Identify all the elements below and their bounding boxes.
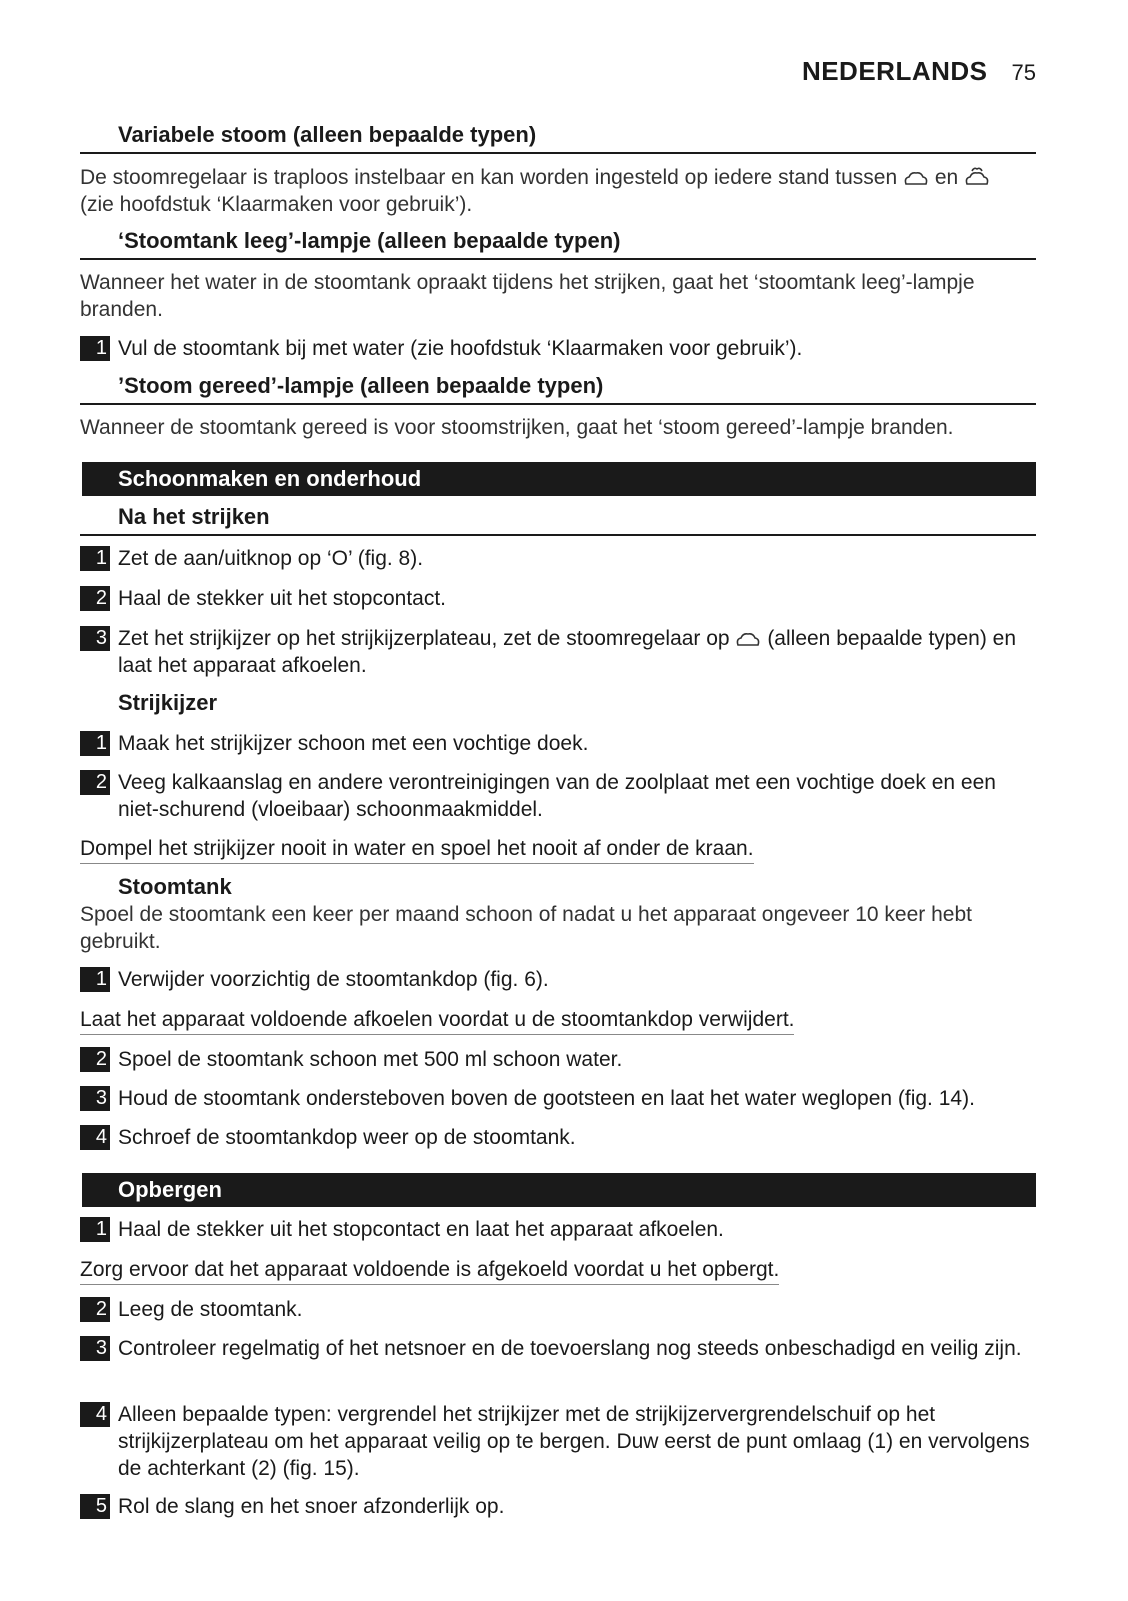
step-text: Alleen bepaalde typen: vergrendel het strijkijzer met de strijkijzervergrendelschuif op het strijkijzerplateau om het apparaat veilig op te bergen. Duw eerst de punt omlaag (1) en vervolgens de achterkant (2) (fig. 15).	[118, 1403, 1030, 1480]
step-number: 1	[80, 336, 110, 361]
step-text: Spoel de stoomtank schoon met 500 ml schoon water.	[118, 1048, 623, 1071]
step-number: 1	[80, 731, 110, 756]
steam-ready-text: Wanneer de stoomtank gereed is voor stoomstrijken, gaat het ‘stoom gereed’-lampje branden.	[80, 416, 954, 439]
step-number: 1	[80, 1217, 110, 1242]
step-number: 3	[80, 1336, 110, 1361]
after-ironing-heading: Na het strijken	[80, 502, 1036, 536]
step-text: Houd de stoomtank ondersteboven boven de gootsteen en laat het water weglopen (fig. 14).	[118, 1087, 975, 1110]
step	[80, 1085, 1036, 1112]
step-text: Schroef de stoomtankdop weer op de stoomtank.	[118, 1126, 576, 1149]
step-number: 1	[80, 546, 110, 571]
step-number: 2	[80, 1297, 110, 1322]
step	[80, 585, 1036, 612]
page-number: 75	[1011, 60, 1036, 85]
step	[80, 1046, 1036, 1073]
tank-text: Spoel de stoomtank een keer per maand schoon of nadat u het apparaat ongeveer 10 keer hebt gebruikt.	[80, 903, 972, 953]
page-header	[802, 56, 1036, 86]
steam-max-icon	[964, 165, 990, 187]
step-number: 3	[80, 626, 110, 651]
step-number: 4	[80, 1402, 110, 1427]
tank-heading: Stoomtank	[118, 874, 232, 899]
step	[80, 1124, 1036, 1151]
variable-steam-text: De stoomregelaar is traploos instelbaar en kan worden ingesteld op iedere stand tussen en (zie hoofdstuk ‘Klaarmaken voor gebruik’).	[80, 164, 1036, 218]
step-text: Haal de stekker uit het stopcontact en laat het apparaat afkoelen.	[118, 1218, 724, 1241]
step	[80, 545, 1036, 572]
language-label: NEDERLANDS	[801, 56, 988, 86]
step-text: Rol de slang en het snoer afzonderlijk op.	[118, 1495, 505, 1518]
warning-text: Zorg ervoor dat het apparaat voldoende is afgekoeld voordat u het opbergt.	[80, 1256, 779, 1285]
step-text: Verwijder voorzichtig de stoomtankdop (fig. 6).	[118, 968, 549, 991]
step-number: 5	[80, 1494, 110, 1519]
tank-empty-text: Wanneer het water in de stoomtank opraakt tijdens het strijken, gaat het ‘stoomtank leeg’-lampje branden.	[80, 271, 975, 321]
step-number: 2	[80, 770, 110, 795]
step-number: 2	[80, 1047, 110, 1072]
step	[80, 1493, 1036, 1520]
step-number: 3	[80, 1086, 110, 1111]
steam-min-icon	[903, 169, 929, 187]
warning-text: Laat het apparaat voldoende afkoelen voordat u de stoomtankdop verwijdert.	[80, 1006, 794, 1035]
step-text: Vul de stoomtank bij met water (zie hoofdstuk ‘Klaarmaken voor gebruik’).	[118, 337, 803, 360]
step	[80, 966, 1036, 993]
step-number: 1	[80, 967, 110, 992]
step	[80, 1296, 1036, 1323]
warning-text: Dompel het strijkijzer nooit in water en spoel het nooit af onder de kraan.	[80, 835, 754, 864]
step-text: Zet het strijkijzer op het strijkijzerplateau, zet de stoomregelaar op (alleen bepaalde typen) en laat het apparaat afkoelen.	[118, 627, 1017, 677]
step-text: Leeg de stoomtank.	[118, 1298, 303, 1321]
storage-section-bar: Opbergen	[82, 1173, 1036, 1207]
step	[80, 769, 1036, 823]
step	[80, 1216, 1036, 1243]
variable-steam-heading: Variabele stoom (alleen bepaalde typen)	[80, 120, 1036, 154]
step-text: Controleer regelmatig of het netsnoer en de toevoerslang nog steeds onbeschadigd en veilig zijn.	[118, 1337, 1022, 1360]
steam-min-icon	[735, 630, 761, 648]
step	[80, 1401, 1036, 1482]
cleaning-section-bar: Schoonmaken en onderhoud	[82, 462, 1036, 496]
step-text: Maak het strijkijzer schoon met een vochtige doek.	[118, 732, 589, 755]
step-text: Veeg kalkaanslag en andere verontreinigingen van de zoolplaat met een vochtige doek en een niet-schurend (vloeibaar) schoonmaakmiddel.	[118, 771, 996, 821]
step-text: Haal de stekker uit het stopcontact.	[118, 587, 447, 610]
steam-ready-heading: ’Stoom gereed’-lampje (alleen bepaalde typen)	[80, 371, 1036, 405]
step-number: 2	[80, 586, 110, 611]
tank-empty-heading: ‘Stoomtank leeg’-lampje (alleen bepaalde typen)	[80, 226, 1036, 260]
step	[80, 335, 1036, 362]
step	[80, 625, 1036, 679]
step-text: Zet de aan/uitknop op ‘O’ (fig. 8).	[118, 547, 424, 570]
step	[80, 1335, 1036, 1362]
step	[80, 730, 1036, 757]
step-number: 4	[80, 1125, 110, 1150]
iron-heading: Strijkijzer	[118, 690, 218, 715]
